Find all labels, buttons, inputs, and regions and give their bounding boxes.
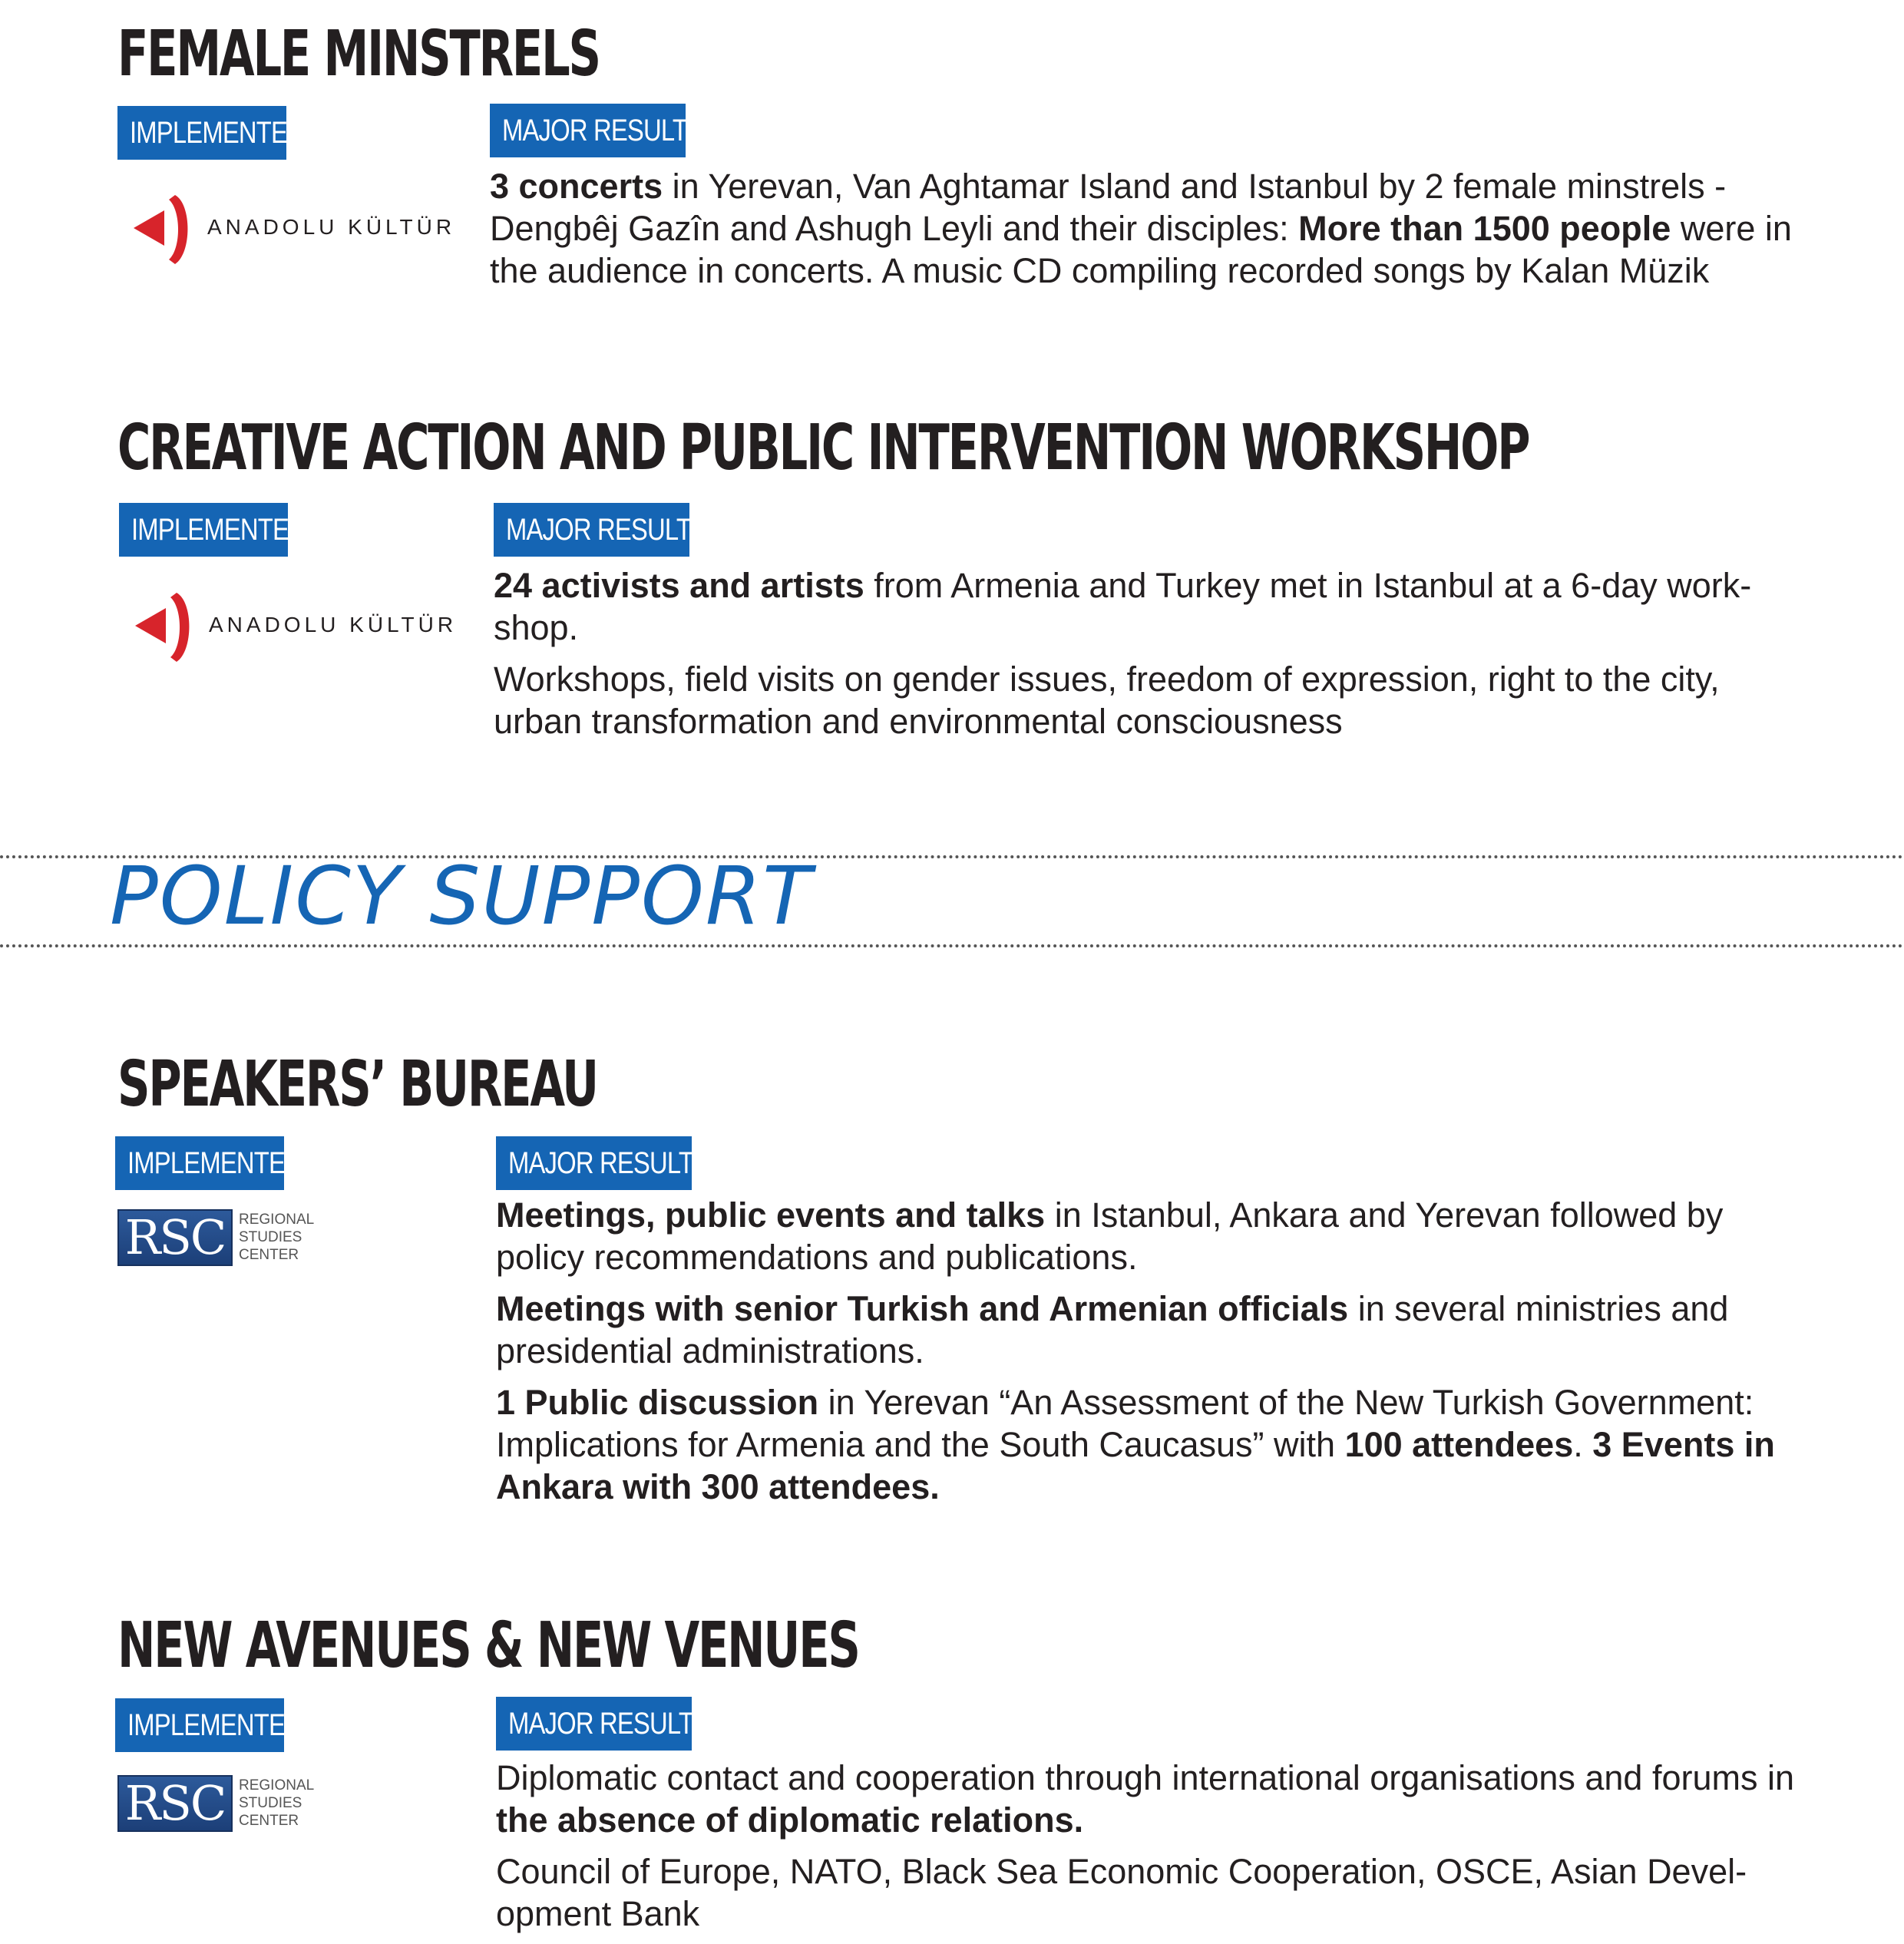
anadolu-kultur-mark-icon — [132, 590, 209, 666]
result-paragraph: 3 concerts in Yerevan, Van Aghtamar Island and Istanbul by 2 female minstrels - Dengbêj Gazîn and Ashugh Leyli and their disciples: More than 1500 people were in the audience in concerts. A music CD compiling recorded songs by Kalan Müzik — [490, 167, 1792, 290]
result-paragraph: Meetings with senior Turkish and Armenian officials in several ministries and presidential administrations. — [496, 1289, 1729, 1370]
implementer-tag — [115, 1698, 302, 1752]
major-results-text — [496, 1757, 1801, 1944]
result-paragraph: Council of Europe, NATO, Black Sea Economic Cooperation, OSCE, Asian Devel-opment Bank — [496, 1852, 1747, 1933]
implementer-tag — [115, 1136, 302, 1190]
anadolu-kultur-logo-text: ANADOLU KÜLTÜR — [209, 613, 458, 636]
result-paragraph: 1 Public discussion in Yerevan “An Assessment of the New Turkish Government: Implications for Armenia and the South Caucasus” with 100 attendees. 3 Events in Ankara with 300 attendees. — [496, 1383, 1775, 1506]
implementer-tag-label: IMPLEMENTER — [127, 1146, 302, 1180]
anadolu-kultur-logo-text: ANADOLU KÜLTÜR — [207, 215, 456, 239]
rsc-logo — [117, 1775, 317, 1837]
implementer-tag — [117, 106, 305, 160]
major-results-tag-label: MAJOR RESULTS — [508, 1146, 710, 1180]
result-paragraph: Workshops, field visits on gender issues, freedom of expression, right to the city, urban transformation and environmental consciousness — [494, 660, 1720, 741]
major-results-tag-label: MAJOR RESULTS — [506, 513, 708, 547]
dotted-divider-bottom — [0, 944, 1904, 947]
major-results-text — [496, 1194, 1801, 1517]
major-results-tag-label: MAJOR RESULTS — [508, 1707, 710, 1741]
section-title-creative-action: CREATIVE ACTION AND PUBLIC INTERVENTION WORKSHOP — [117, 412, 1529, 484]
result-paragraph: Diplomatic contact and cooperation through international organisations and forums in the absence of diplomatic relations. — [496, 1758, 1795, 1840]
section-title-new-avenues: NEW AVENUES & NEW VENUES — [117, 1609, 859, 1682]
anadolu-kultur-mark-icon — [131, 192, 207, 269]
major-results-tag — [490, 104, 704, 157]
result-paragraph: Meetings, public events and talks in Istanbul, Ankara and Yerevan followed by policy recommendations and publications. — [496, 1195, 1724, 1277]
rsc-logo-words: REGIONAL STUDIES CENTER — [239, 1777, 315, 1829]
rsc-logo-mark: RSC — [117, 1775, 233, 1832]
implementer-tag — [119, 503, 306, 557]
implementer-tag-label: IMPLEMENTER — [127, 1708, 302, 1742]
major-results-tag — [496, 1136, 710, 1190]
rsc-logo-mark: RSC — [117, 1209, 233, 1266]
section-title-female-minstrels: FEMALE MINSTRELS — [117, 18, 600, 91]
anadolu-kultur-logo — [132, 590, 458, 666]
major-results-tag — [496, 1697, 710, 1751]
implementer-tag-label: IMPLEMENTER — [131, 513, 306, 547]
policy-support-heading: POLICY SUPPORT — [110, 849, 813, 943]
rsc-logo — [117, 1209, 317, 1271]
rsc-logo-words: REGIONAL STUDIES CENTER — [239, 1212, 315, 1263]
result-paragraph: 24 activists and artists from Armenia and Turkey met in Istanbul at a 6-day work-shop. — [494, 566, 1752, 647]
major-results-text — [490, 165, 1795, 301]
implementer-tag-label: IMPLEMENTER — [130, 116, 305, 150]
major-results-tag — [494, 503, 708, 557]
major-results-tag-label: MAJOR RESULTS — [502, 114, 704, 147]
major-results-text — [494, 564, 1795, 752]
anadolu-kultur-logo — [131, 192, 456, 269]
section-title-speakers-bureau: SPEAKERS’ BUREAU — [117, 1048, 597, 1121]
